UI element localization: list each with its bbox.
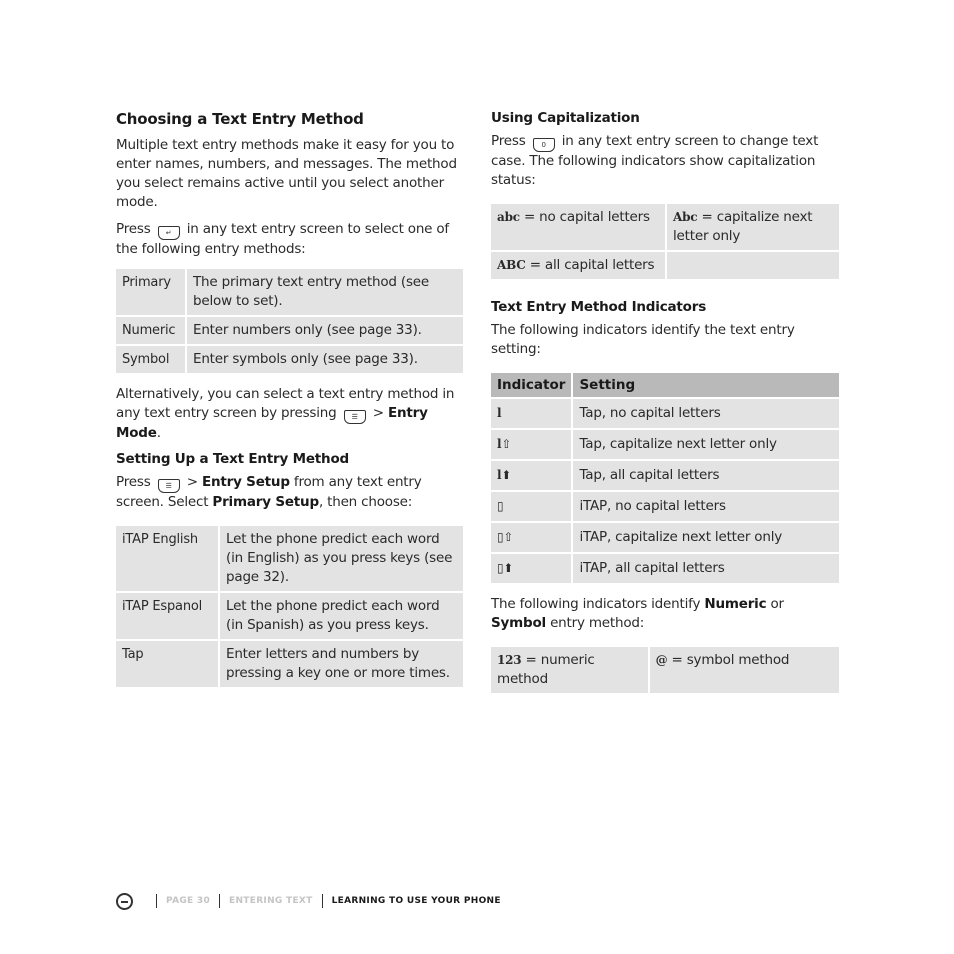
divider [219, 894, 220, 908]
table-row: Tap Enter letters and numbers by pressing a key one or more times. [116, 641, 463, 687]
chapter-label: LEARNING TO USE YOUR PHONE [331, 896, 501, 906]
abc-all-caps-icon: ABC [497, 258, 526, 272]
table-row: ▯⬆ iTAP, all capital letters [491, 554, 839, 583]
section-title: Choosing a Text Entry Method [116, 110, 364, 128]
section-label: ENTERING TEXT [229, 896, 313, 906]
divider [322, 894, 323, 908]
numeric-symbol-paragraph: The following indicators identify Numeric or Symbol entry method: [491, 596, 784, 631]
menu-key-icon: ☰ [158, 479, 180, 493]
table-row: l Tap, no capital letters [491, 399, 839, 428]
numeric-symbol-table [491, 645, 839, 695]
tap-lower-icon: l [491, 399, 571, 428]
tap-all-caps-icon: l⬆ [491, 461, 571, 490]
numeric-icon: 123 [497, 653, 522, 667]
itap-next-cap-icon: ▯⇧ [491, 523, 571, 552]
table-row: iTAP Espanol Let the phone predict each word (in Spanish) as you press keys. [116, 593, 463, 639]
indicators-title: Text Entry Method Indicators [491, 299, 707, 315]
table-row: ▯⇧ iTAP, capitalize next letter only [491, 523, 839, 552]
zero-key-icon: 0 [533, 138, 555, 152]
alternative-paragraph: Alternatively, you can select a text entry method in any text entry screen by pressing ☰ > Entry Mode. [116, 386, 455, 441]
motorola-logo-icon [116, 893, 133, 910]
symbol-icon: @ [655, 653, 668, 667]
abc-cap-icon: Abc [673, 210, 698, 224]
press-paragraph: Press ↵ in any text entry screen to select one of the following entry methods: [116, 221, 449, 257]
itap-lower-icon: ▯ [491, 492, 571, 521]
tap-next-cap-icon: l⇧ [491, 430, 571, 459]
table-row: ▯ iTAP, no capital letters [491, 492, 839, 521]
text-key-icon: ↵ [158, 226, 180, 240]
page-footer [116, 890, 501, 912]
indicators-intro: The following indicators identify the text entry setting: [491, 322, 795, 357]
capitalization-paragraph: Press 0 in any text entry screen to change text case. The following indicators show capitalization status: [491, 133, 819, 188]
indicators-table [491, 371, 839, 585]
left-column [116, 110, 463, 699]
table-row: Numeric Enter numbers only (see page 33). [116, 317, 463, 344]
table-row: iTAP English Let the phone predict each word (in English) as you press keys (see page 32). [116, 526, 463, 591]
table-row: ABC = all capital letters [491, 252, 839, 279]
table-row: abc = no capital letters Abc = capitalize next letter only [491, 204, 839, 250]
methods-table [116, 267, 463, 375]
table-row: Symbol Enter symbols only (see page 33). [116, 346, 463, 373]
table-row: Primary The primary text entry method (see below to set). [116, 269, 463, 315]
table-header-row: Indicator Setting [491, 373, 839, 397]
abc-icon: abc [497, 210, 520, 224]
table-row: l⬆ Tap, all capital letters [491, 461, 839, 490]
table-row: 123 = numeric method @ = symbol method [491, 647, 839, 693]
itap-all-caps-icon: ▯⬆ [491, 554, 571, 583]
setup-table [116, 524, 463, 689]
menu-key-icon: ☰ [344, 410, 366, 424]
capitalization-title: Using Capitalization [491, 110, 640, 126]
intro-paragraph: Multiple text entry methods make it easy for you to enter names, numbers, and messages. The method you select remains active until you select another mode. [116, 137, 457, 210]
divider [156, 894, 157, 908]
setup-paragraph: Press ☰ > Entry Setup from any text entry screen. Select Primary Setup, then choose: [116, 474, 422, 510]
right-column [491, 110, 839, 705]
setup-title: Setting Up a Text Entry Method [116, 451, 349, 467]
capitalization-table [491, 202, 839, 281]
table-row: l⇧ Tap, capitalize next letter only [491, 430, 839, 459]
page-number: PAGE 30 [166, 896, 211, 906]
